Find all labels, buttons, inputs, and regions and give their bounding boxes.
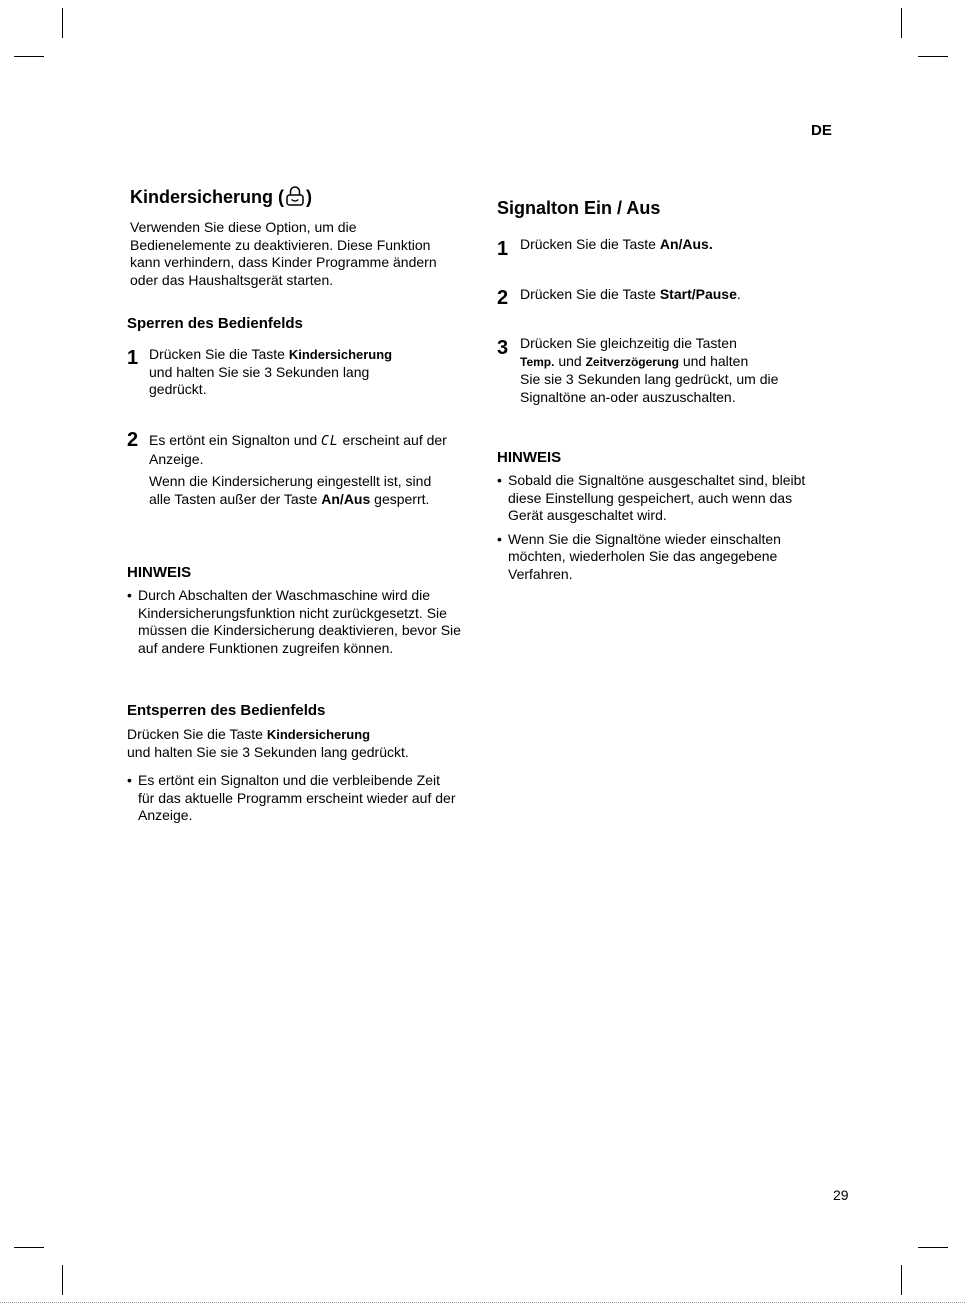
signal-step-3 xyxy=(520,335,820,406)
crop-mark xyxy=(14,1247,44,1248)
hinweis-list xyxy=(127,587,462,663)
hinweis-list xyxy=(497,472,822,589)
step-number: 2 xyxy=(497,287,509,309)
unlock-section-heading: Entsperren des Bedienfelds xyxy=(127,702,326,719)
lock-step-2 xyxy=(149,432,464,468)
step-text: erscheint auf der Anzeige. xyxy=(149,432,447,467)
unlock-text-part: Drücken Sie die Taste xyxy=(127,726,267,742)
hinweis-heading: HINWEIS xyxy=(127,564,192,581)
hinweis-heading: HINWEIS xyxy=(497,449,562,466)
note-text: Wenn die Kindersicherung eingestellt ist, sind alle Tasten außer der Taste xyxy=(149,473,432,507)
unlock-text xyxy=(127,726,467,761)
step-text: und halten xyxy=(678,352,749,369)
step-number: 3 xyxy=(497,337,509,359)
step-text: Es ertönt ein Signalton und xyxy=(149,432,322,448)
intro-text: Verwenden Sie diese Option, um die Bedienelemente zu deaktivieren. Diese Funktion kann verhindern, dass Kinder Programme ändern oder das Haushaltsgerät starten. xyxy=(130,219,437,288)
title-text: ) xyxy=(306,187,313,207)
step-text: und halten Sie sie 3 Sekunden lang gedrückt. xyxy=(149,363,370,397)
unlock-list xyxy=(127,772,457,831)
signal-title: Signalton Ein / Aus xyxy=(497,198,661,218)
step-number: 2 xyxy=(127,429,139,451)
crop-mark xyxy=(918,56,948,57)
step-text: Drücken Sie die Taste xyxy=(520,286,660,302)
crop-mark xyxy=(62,8,63,38)
step-text: Drücken Sie gleichzeitig die Tasten xyxy=(520,335,737,351)
lock-section-heading: Sperren des Bedienfelds xyxy=(127,315,303,332)
crop-mark xyxy=(62,1265,63,1295)
step-text: Drücken Sie die Taste xyxy=(149,346,289,362)
display-code: CL xyxy=(321,434,339,449)
signal-step-2 xyxy=(520,286,820,304)
note-key: An/Aus xyxy=(321,490,371,507)
crop-mark xyxy=(918,1247,948,1248)
crop-mark xyxy=(14,56,44,57)
step-text: Sie sie 3 Sekunden lang gedrückt, um die Signaltöne an-oder auszuschalten. xyxy=(520,371,779,405)
signal-step-1 xyxy=(520,236,820,254)
child-lock-title xyxy=(130,185,312,208)
step-key: An/Aus. xyxy=(659,236,713,252)
step-text: . xyxy=(736,286,741,302)
step-key: Zeitverzögerung xyxy=(585,354,679,369)
step-text: Drücken Sie die Taste xyxy=(520,236,660,252)
step-key: Temp. xyxy=(520,354,555,369)
lock-step-1 xyxy=(149,346,419,399)
note-text: gesperrt. xyxy=(370,490,430,507)
step-key: Kindersicherung xyxy=(288,347,393,362)
list-item: • Sobald die Signaltöne ausgeschaltet sind, bleibt diese Einstellung gespeichert, auch wenn das Gerät ausgeschaltet wird. xyxy=(497,472,822,525)
bottom-trim-line xyxy=(0,1302,965,1303)
crop-mark xyxy=(901,1265,902,1295)
child-lock-icon xyxy=(284,185,306,207)
step-text: und xyxy=(554,352,586,369)
unlock-key: Kindersicherung xyxy=(266,727,371,742)
crop-mark xyxy=(901,8,902,38)
title-text: Kindersicherung ( xyxy=(130,187,285,207)
step-number: 1 xyxy=(127,347,139,369)
page-number: 29 xyxy=(833,1187,849,1203)
step-number: 1 xyxy=(497,238,509,260)
unlock-text-part: und halten Sie sie 3 Sekunden lang gedrückt. xyxy=(127,743,409,760)
lock-step-2-note xyxy=(149,473,449,508)
language-label: DE xyxy=(811,122,832,139)
step-key: Start/Pause xyxy=(659,286,737,302)
list-item: • Es ertönt ein Signalton und die verbleibende Zeit für das aktuelle Programm erscheint wieder auf der Anzeige. xyxy=(127,772,457,825)
list-item: • Wenn Sie die Signaltöne wieder einschalten möchten, wiederholen Sie das angegebene Verfahren. xyxy=(497,531,822,584)
list-item: • Durch Abschalten der Waschmaschine wird die Kindersicherungsfunktion nicht zurückgesetzt. Sie müssen die Kindersicherung deaktivieren, bevor Sie auf andere Funktionen zugreifen können. xyxy=(127,587,462,657)
